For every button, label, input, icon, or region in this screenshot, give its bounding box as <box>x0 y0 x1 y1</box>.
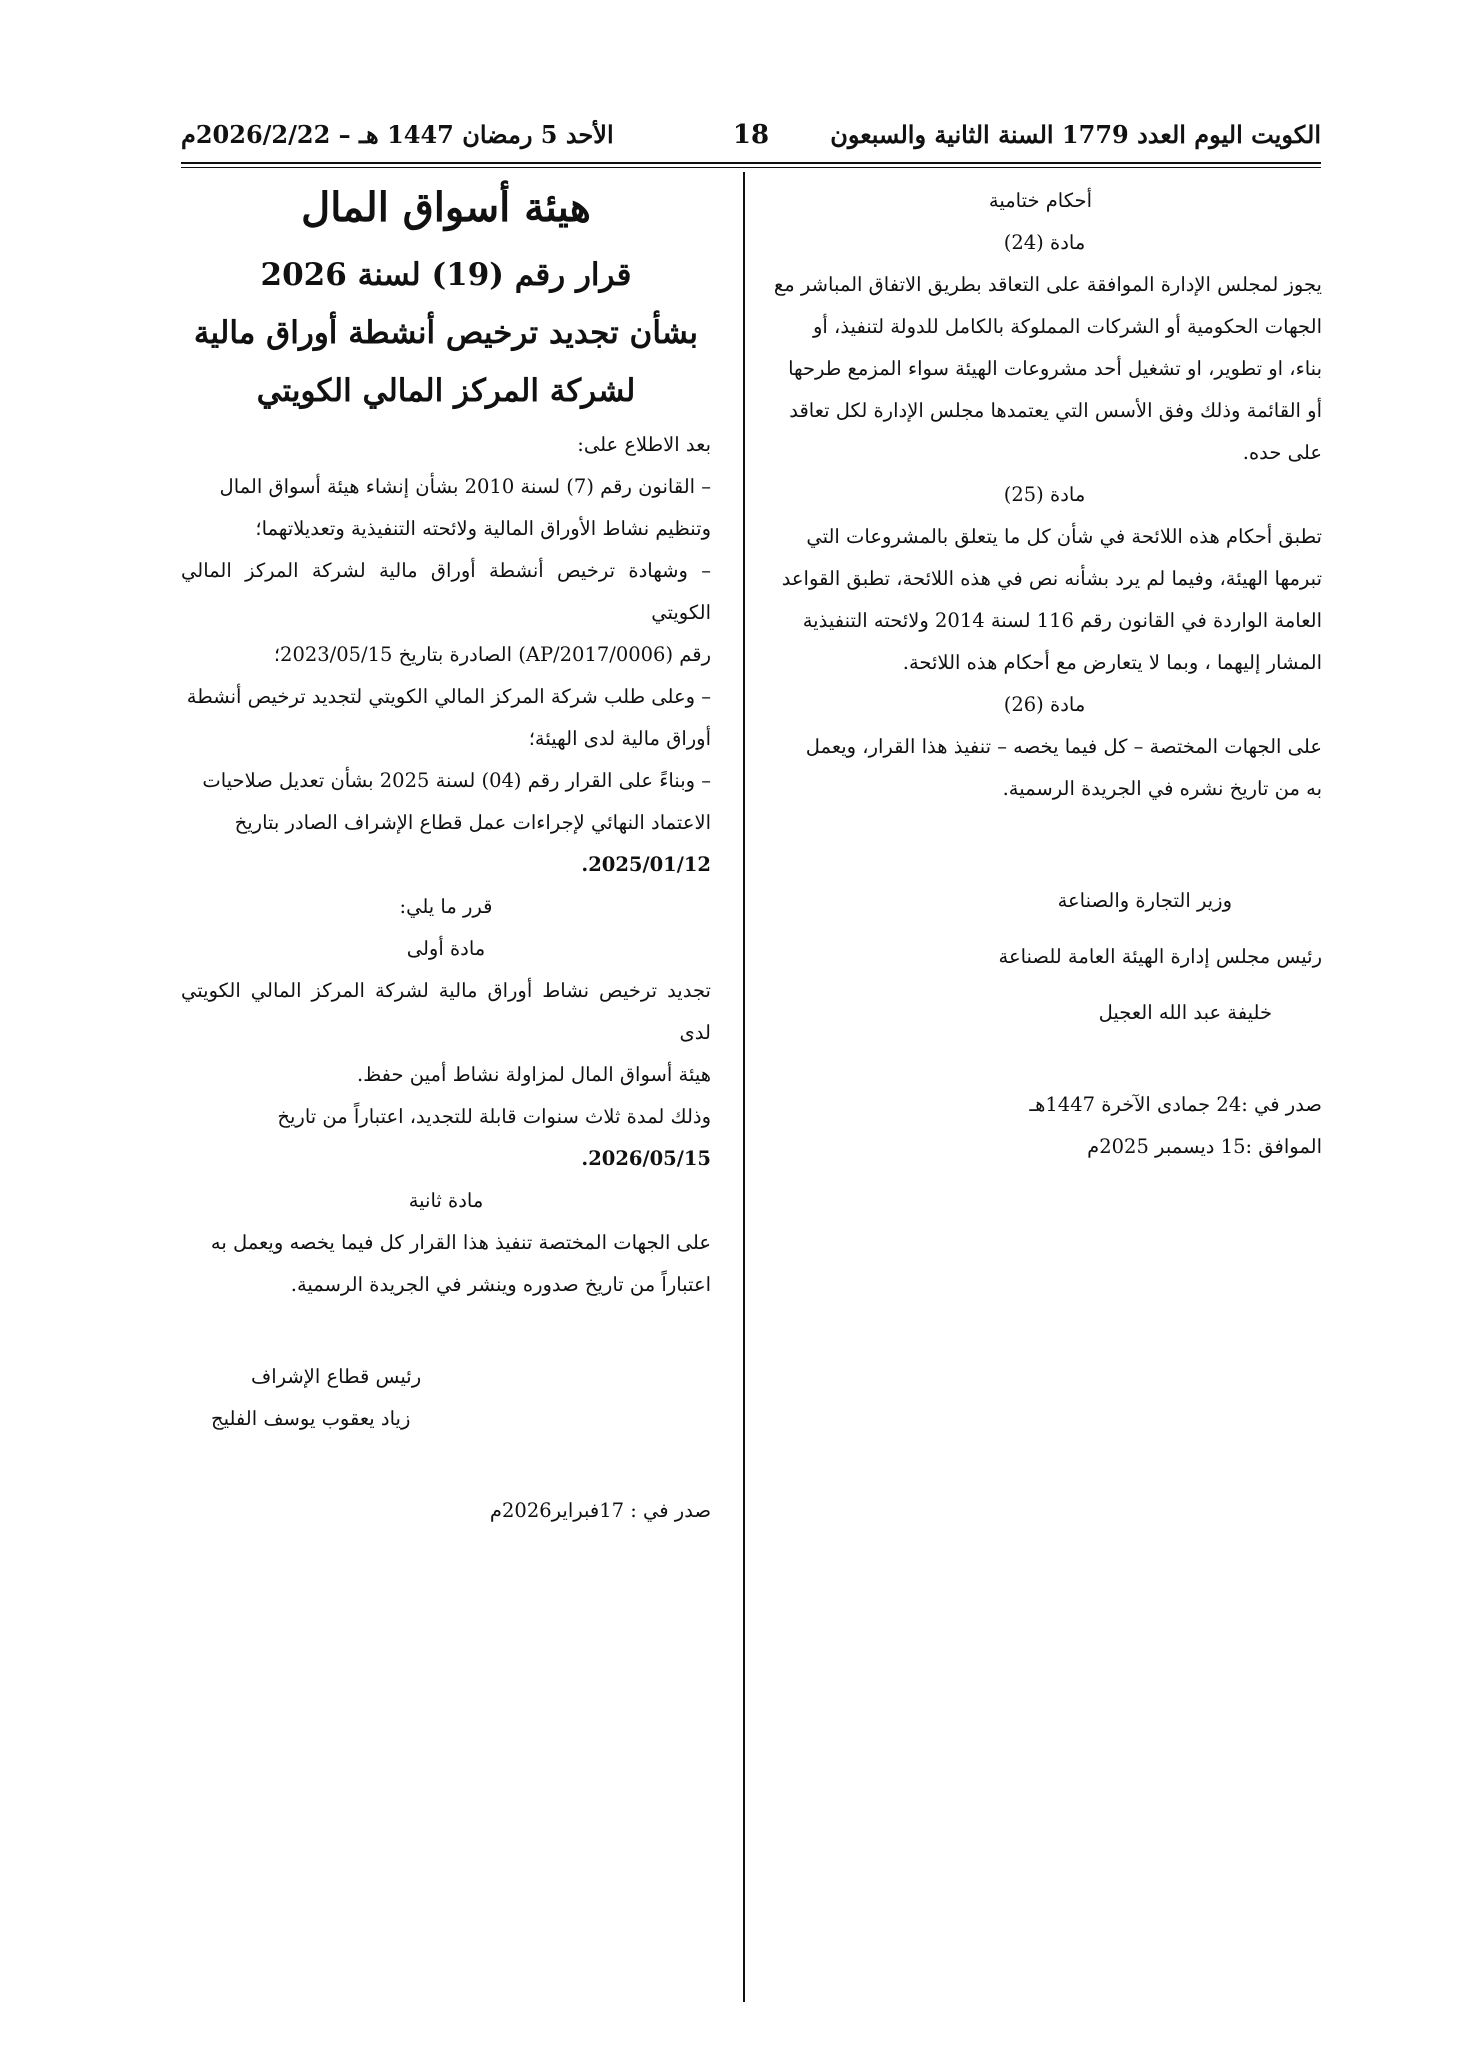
issue-date-hijri: صدر في :24 جمادى الآخرة 1447هـ <box>1029 1093 1322 1116</box>
preamble-line: رقم (AP/2017/0006) الصادرة بتاريخ 2023/05/15؛ <box>273 643 711 666</box>
authority-title: هيئة أسواق المال <box>301 184 591 231</box>
signature-title: وزير التجارة والصناعة <box>1057 889 1232 912</box>
article-24-line: بناء، او تطوير، او تشغيل أحد مشروعات الهيئة سواء المزمع طرحها <box>788 357 1322 380</box>
issue-date-block <box>767 1084 1322 1168</box>
article-24-line: يجوز لمجلس الإدارة الموافقة على التعاقد بطريق الاتفاق المباشر مع <box>773 273 1322 296</box>
header-rule-thin <box>181 167 1321 168</box>
article-1-line: تجديد ترخيص نشاط أوراق مالية لشركة المركز المالي الكويتي لدى <box>181 979 711 1044</box>
signature-title: رئيس قطاع الإشراف <box>251 1365 422 1388</box>
preamble-line: – وشهادة ترخيص أنشطة أوراق مالية لشركة المركز المالي الكويتي <box>181 559 711 624</box>
decision-subject-2: لشركة المركز المالي الكويتي <box>256 373 636 409</box>
preamble-line: – وعلى طلب شركة المركز المالي الكويتي لتجديد ترخيص أنشطة <box>186 685 711 708</box>
article-2-heading: مادة ثانية <box>408 1189 484 1212</box>
article-24-body <box>767 264 1322 474</box>
preamble-line: أوراق مالية لدى الهيئة؛ <box>528 727 711 750</box>
supervision-signature <box>181 1356 711 1440</box>
article-25-line: تطبق أحكام هذه اللائحة في شأن كل ما يتعلق بالمشروعات التي <box>806 525 1322 548</box>
article-24-line: الجهات الحكومية أو الشركات المملوكة بالكامل للدولة لتنفيذ، أو <box>813 315 1322 338</box>
signature-name: خليفة عبد الله العجيل <box>1098 1001 1272 1024</box>
resolved-heading: قرر ما يلي: <box>399 895 493 918</box>
article-2-line: اعتباراً من تاريخ صدوره وينشر في الجريدة الرسمية. <box>290 1273 711 1296</box>
issue-date-gregorian: الموافق :15 ديسمبر 2025م <box>1087 1135 1322 1158</box>
column-divider <box>743 172 745 2002</box>
preamble-intro: بعد الاطلاع على: <box>577 433 711 456</box>
article-25-line: تبرمها الهيئة، وفيما لم يرد بشأنه نص في هذه اللائحة، تطبق القواعد <box>781 567 1322 590</box>
article-26-line: به من تاريخ نشره في الجريدة الرسمية. <box>1002 777 1322 800</box>
article-1-line: 2026/05/15. <box>581 1147 711 1170</box>
preamble-line: الاعتماد النهائي لإجراءات عمل قطاع الإشراف الصادر بتاريخ <box>234 811 711 834</box>
page-number: 18 <box>732 120 770 150</box>
article-1-line: وذلك لمدة ثلاث سنوات قابلة للتجديد، اعتباراً من تاريخ <box>277 1105 711 1128</box>
header-rule-thick <box>181 162 1321 164</box>
article-24-line: أو القائمة وذلك وفق الأسس التي يعتمدها مجلس الإدارة لكل تعاقد <box>789 399 1322 422</box>
preamble-body <box>181 466 711 886</box>
article-25-body <box>767 516 1322 684</box>
article-1-body <box>181 970 711 1180</box>
preamble-line: وتنظيم نشاط الأوراق المالية ولائحته التنفيذية وتعديلاتهما؛ <box>255 517 711 540</box>
article-2-line: على الجهات المختصة تنفيذ هذا القرار كل فيما يخصه ويعمل به <box>210 1231 711 1254</box>
signature-name: زياد يعقوب يوسف الفليج <box>211 1407 411 1430</box>
header-issue: الكويت اليوم العدد 1779 السنة الثانية والسبعون <box>830 120 1321 149</box>
decision-title: قرار رقم (19) لسنة 2026 <box>260 257 632 293</box>
right-column <box>767 180 1322 1168</box>
article-24-heading: مادة (24) <box>1003 231 1086 254</box>
left-column <box>181 180 711 1532</box>
signature-role: رئيس مجلس إدارة الهيئة العامة للصناعة <box>998 945 1322 968</box>
article-26-heading: مادة (26) <box>1003 693 1086 716</box>
article-1-heading: مادة أولى <box>406 937 486 960</box>
decision-subject-1: بشأن تجديد ترخيص أنشطة أوراق مالية <box>193 315 699 351</box>
minister-signature <box>767 880 1322 1034</box>
issue-date: صدر في : 17فبراير2026م <box>489 1499 711 1522</box>
article-25-line: العامة الواردة في القانون رقم 116 لسنة 2014 ولائحته التنفيذية <box>802 609 1322 632</box>
preamble-line: – وبناءً على القرار رقم (04) لسنة 2025 بشأن تعديل صلاحيات <box>202 769 711 792</box>
article-1-line: هيئة أسواق المال لمزاولة نشاط أمين حفظ. <box>356 1063 711 1086</box>
article-2-body <box>181 1222 711 1306</box>
article-25-heading: مادة (25) <box>1003 483 1086 506</box>
preamble-line: 2025/01/12. <box>581 853 711 876</box>
page-header <box>181 120 1321 156</box>
article-25-line: المشار إليهما ، وبما لا يتعارض مع أحكام هذه اللائحة. <box>902 651 1322 674</box>
preamble-line: – القانون رقم (7) لسنة 2010 بشأن إنشاء هيئة أسواق المال <box>219 475 711 498</box>
article-26-line: على الجهات المختصة – كل فيما يخصه – تنفيذ هذا القرار، ويعمل <box>805 735 1322 758</box>
article-24-line: على حده. <box>1242 441 1322 464</box>
article-26-body <box>767 726 1322 810</box>
header-date: الأحد 5 رمضان 1447 هـ – 2026/2/22م <box>181 120 614 149</box>
section-title: أحكام ختامية <box>988 189 1092 212</box>
